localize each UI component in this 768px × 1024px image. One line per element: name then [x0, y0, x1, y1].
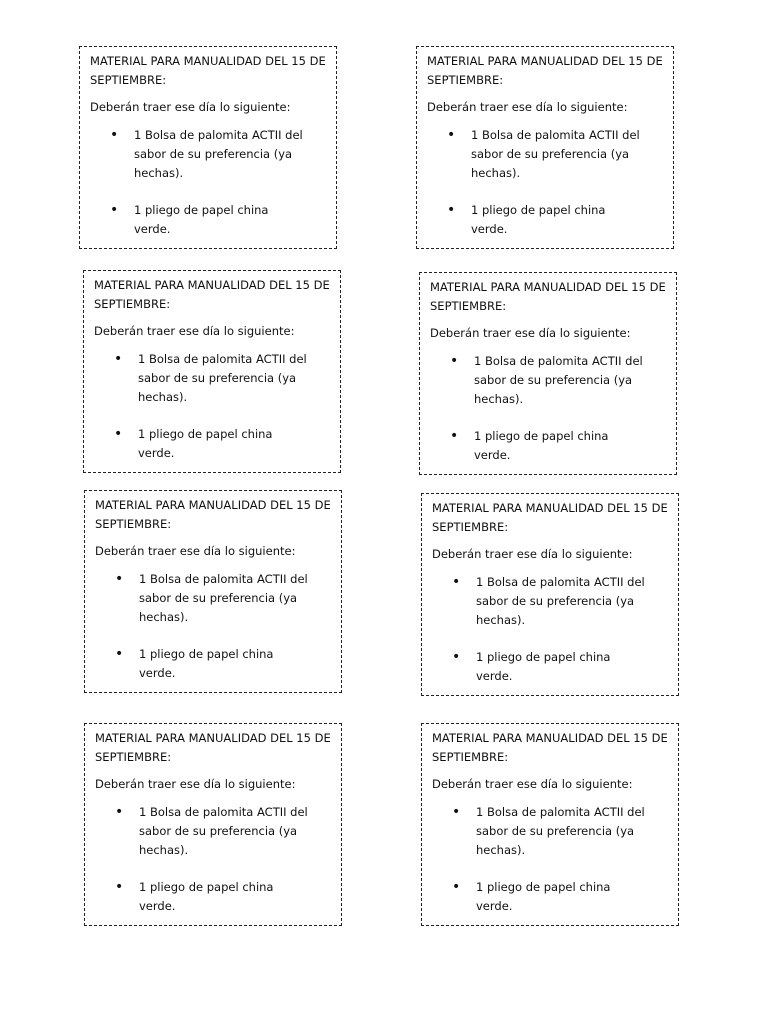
card-title: MATERIAL PARA MANUALIDAD DEL 15 DE SEPTIEMBRE: [95, 731, 331, 764]
bullet-icon: • [115, 804, 124, 820]
bullet-icon: • [450, 353, 459, 369]
list-item-text: 1 Bolsa de palomita ACTII del sabor de su preferencia (ya hechas). [138, 352, 307, 404]
card-title: MATERIAL PARA MANUALIDAD DEL 15 DE SEPTIEMBRE: [90, 54, 326, 87]
material-list [95, 570, 333, 683]
list-item-text: 1 pliego de papel china verde. [138, 427, 273, 460]
list-item [432, 573, 670, 630]
material-card [416, 46, 674, 249]
list-item [432, 803, 670, 860]
card-title: MATERIAL PARA MANUALIDAD DEL 15 DE SEPTIEMBRE: [95, 498, 331, 531]
card-title: MATERIAL PARA MANUALIDAD DEL 15 DE SEPTIEMBRE: [432, 501, 668, 534]
bullet-icon: • [452, 574, 461, 590]
material-card [79, 46, 337, 249]
card-intro: Deberán traer ese día lo siguiente: [430, 326, 631, 340]
list-item [95, 645, 333, 683]
list-item-text: 1 pliego de papel china verde. [476, 650, 611, 683]
card-intro: Deberán traer ese día lo siguiente: [427, 100, 628, 114]
list-item [94, 425, 332, 463]
bullet-icon: • [447, 202, 456, 218]
card-intro: Deberán traer ese día lo siguiente: [90, 100, 291, 114]
list-item [90, 126, 328, 183]
list-item-text: 1 pliego de papel china verde. [139, 880, 274, 913]
list-item-text: 1 pliego de papel china verde. [471, 203, 606, 236]
material-card [421, 723, 679, 926]
bullet-icon: • [450, 428, 459, 444]
list-item [432, 878, 670, 916]
list-item [94, 350, 332, 407]
material-card [419, 272, 677, 475]
list-item [430, 352, 668, 409]
list-item-text: 1 pliego de papel china verde. [134, 203, 269, 236]
card-intro: Deberán traer ese día lo siguiente: [432, 777, 633, 791]
card-intro: Deberán traer ese día lo siguiente: [94, 324, 295, 338]
bullet-icon: • [115, 879, 124, 895]
list-item-text: 1 Bolsa de palomita ACTII del sabor de su preferencia (ya hechas). [474, 354, 643, 406]
material-list [90, 126, 328, 239]
list-item [95, 803, 333, 860]
bullet-icon: • [110, 202, 119, 218]
material-list [432, 573, 670, 686]
bullet-icon: • [115, 646, 124, 662]
card-title: MATERIAL PARA MANUALIDAD DEL 15 DE SEPTIEMBRE: [94, 278, 330, 311]
list-item [90, 201, 328, 239]
material-list [95, 803, 333, 916]
bullet-icon: • [114, 351, 123, 367]
card-title: MATERIAL PARA MANUALIDAD DEL 15 DE SEPTIEMBRE: [427, 54, 663, 87]
card-intro: Deberán traer ese día lo siguiente: [432, 547, 633, 561]
list-item-text: 1 Bolsa de palomita ACTII del sabor de su preferencia (ya hechas). [476, 575, 645, 627]
list-item [95, 878, 333, 916]
material-list [427, 126, 665, 239]
list-item [427, 126, 665, 183]
list-item [427, 201, 665, 239]
list-item-text: 1 Bolsa de palomita ACTII del sabor de su preferencia (ya hechas). [139, 805, 308, 857]
list-item-text: 1 Bolsa de palomita ACTII del sabor de su preferencia (ya hechas). [476, 805, 645, 857]
bullet-icon: • [447, 127, 456, 143]
list-item [432, 648, 670, 686]
material-card [84, 490, 342, 693]
material-list [94, 350, 332, 463]
list-item-text: 1 pliego de papel china verde. [474, 429, 609, 462]
material-list [432, 803, 670, 916]
bullet-icon: • [452, 804, 461, 820]
bullet-icon: • [114, 426, 123, 442]
bullet-icon: • [115, 571, 124, 587]
material-card [421, 493, 679, 696]
bullet-icon: • [452, 879, 461, 895]
list-item-text: 1 pliego de papel china verde. [139, 647, 274, 680]
list-item [95, 570, 333, 627]
bullet-icon: • [110, 127, 119, 143]
material-card [84, 723, 342, 926]
list-item-text: 1 Bolsa de palomita ACTII del sabor de su preferencia (ya hechas). [471, 128, 640, 180]
list-item-text: 1 Bolsa de palomita ACTII del sabor de su preferencia (ya hechas). [139, 572, 308, 624]
list-item-text: 1 pliego de papel china verde. [476, 880, 611, 913]
card-title: MATERIAL PARA MANUALIDAD DEL 15 DE SEPTIEMBRE: [432, 731, 668, 764]
bullet-icon: • [452, 649, 461, 665]
list-item-text: 1 Bolsa de palomita ACTII del sabor de su preferencia (ya hechas). [134, 128, 303, 180]
card-intro: Deberán traer ese día lo siguiente: [95, 544, 296, 558]
material-list [430, 352, 668, 465]
material-card [83, 270, 341, 473]
card-intro: Deberán traer ese día lo siguiente: [95, 777, 296, 791]
card-title: MATERIAL PARA MANUALIDAD DEL 15 DE SEPTIEMBRE: [430, 280, 666, 313]
list-item [430, 427, 668, 465]
